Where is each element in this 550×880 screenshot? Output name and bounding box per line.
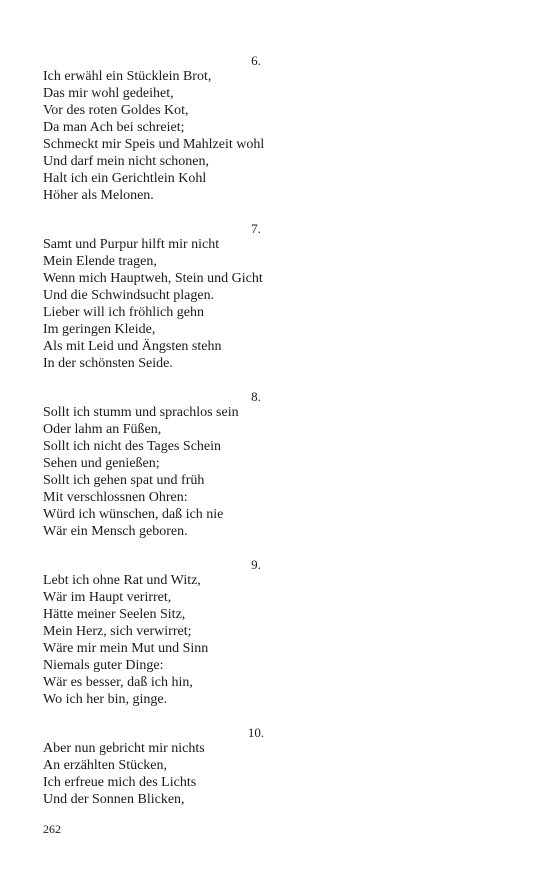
- verse-line: Lieber will ich fröhlich gehn: [43, 305, 204, 320]
- verse-line: Halt ich ein Gerichtlein Kohl: [43, 171, 207, 186]
- verse-line: An erzählten Stücken,: [43, 758, 168, 773]
- verse-line: Sollt ich stumm und sprachlos sein: [43, 405, 239, 420]
- verse-line: Wär ein Mensch geboren.: [43, 524, 188, 539]
- verse-line: Niemals guter Dinge:: [43, 658, 164, 673]
- stanza-lines: [43, 572, 208, 708]
- stanza-lines: [43, 740, 205, 808]
- stanza-number: 8.: [251, 389, 261, 404]
- verse-line: Samt und Purpur hilft mir nicht: [43, 237, 220, 252]
- verse-line: Wenn mich Hauptweh, Stein und Gicht: [43, 271, 263, 286]
- stanza-lines: [43, 404, 239, 540]
- stanza-lines: [43, 236, 263, 372]
- verse-line: Sehen und genießen;: [43, 456, 160, 471]
- verse-line: Und darf mein nicht schonen,: [43, 154, 210, 169]
- verse-line: Als mit Leid und Ängsten stehn: [43, 339, 222, 354]
- verse-line: Ich erwähl ein Stücklein Brot,: [43, 69, 212, 84]
- verse-line: Mein Herz, sich verwirret;: [43, 624, 192, 639]
- verse-line: Vor des roten Goldes Kot,: [43, 103, 189, 118]
- verse-line: Wär es besser, daß ich hin,: [43, 675, 193, 690]
- verse-line: In der schönsten Seide.: [43, 356, 173, 371]
- page-number: 262: [43, 822, 61, 836]
- verse-line: Sollt ich gehen spat und früh: [43, 473, 205, 488]
- verse-line: Wär im Haupt verirret,: [43, 590, 172, 605]
- verse-line: Oder lahm an Füßen,: [43, 422, 162, 437]
- verse-line: Würd ich wünschen, daß ich nie: [43, 507, 224, 522]
- verse-line: Mein Elende tragen,: [43, 254, 157, 269]
- verse-line: Wo ich her bin, ginge.: [43, 692, 168, 707]
- verse-line: Höher als Melonen.: [43, 188, 154, 203]
- verse-line: Lebt ich ohne Rat und Witz,: [43, 573, 201, 588]
- verse-line: Im geringen Kleide,: [43, 322, 156, 337]
- verse-line: Da man Ach bei schreiet;: [43, 120, 185, 135]
- stanza-number: 9.: [251, 557, 261, 572]
- verse-line: Und die Schwindsucht plagen.: [43, 288, 215, 303]
- verse-line: Und der Sonnen Blicken,: [43, 792, 185, 807]
- verse-line: Ich erfreue mich des Lichts: [43, 775, 197, 790]
- verse-line: Hätte meiner Seelen Sitz,: [43, 607, 186, 622]
- verse-line: Wäre mir mein Mut und Sinn: [43, 641, 209, 656]
- stanza-number: 6.: [251, 53, 261, 68]
- stanza-number: 7.: [251, 221, 261, 236]
- verse-line: Schmeckt mir Speis und Mahlzeit wohl: [43, 137, 265, 152]
- verse-line: Das mir wohl gedeihet,: [43, 86, 174, 101]
- stanza-number: 10.: [247, 725, 265, 740]
- stanza-lines: [43, 68, 264, 204]
- verse-line: Sollt ich nicht des Tages Schein: [43, 439, 222, 454]
- verse-line: Mit verschlossnen Ohren:: [43, 490, 188, 505]
- verse-line: Aber nun gebricht mir nichts: [43, 741, 205, 756]
